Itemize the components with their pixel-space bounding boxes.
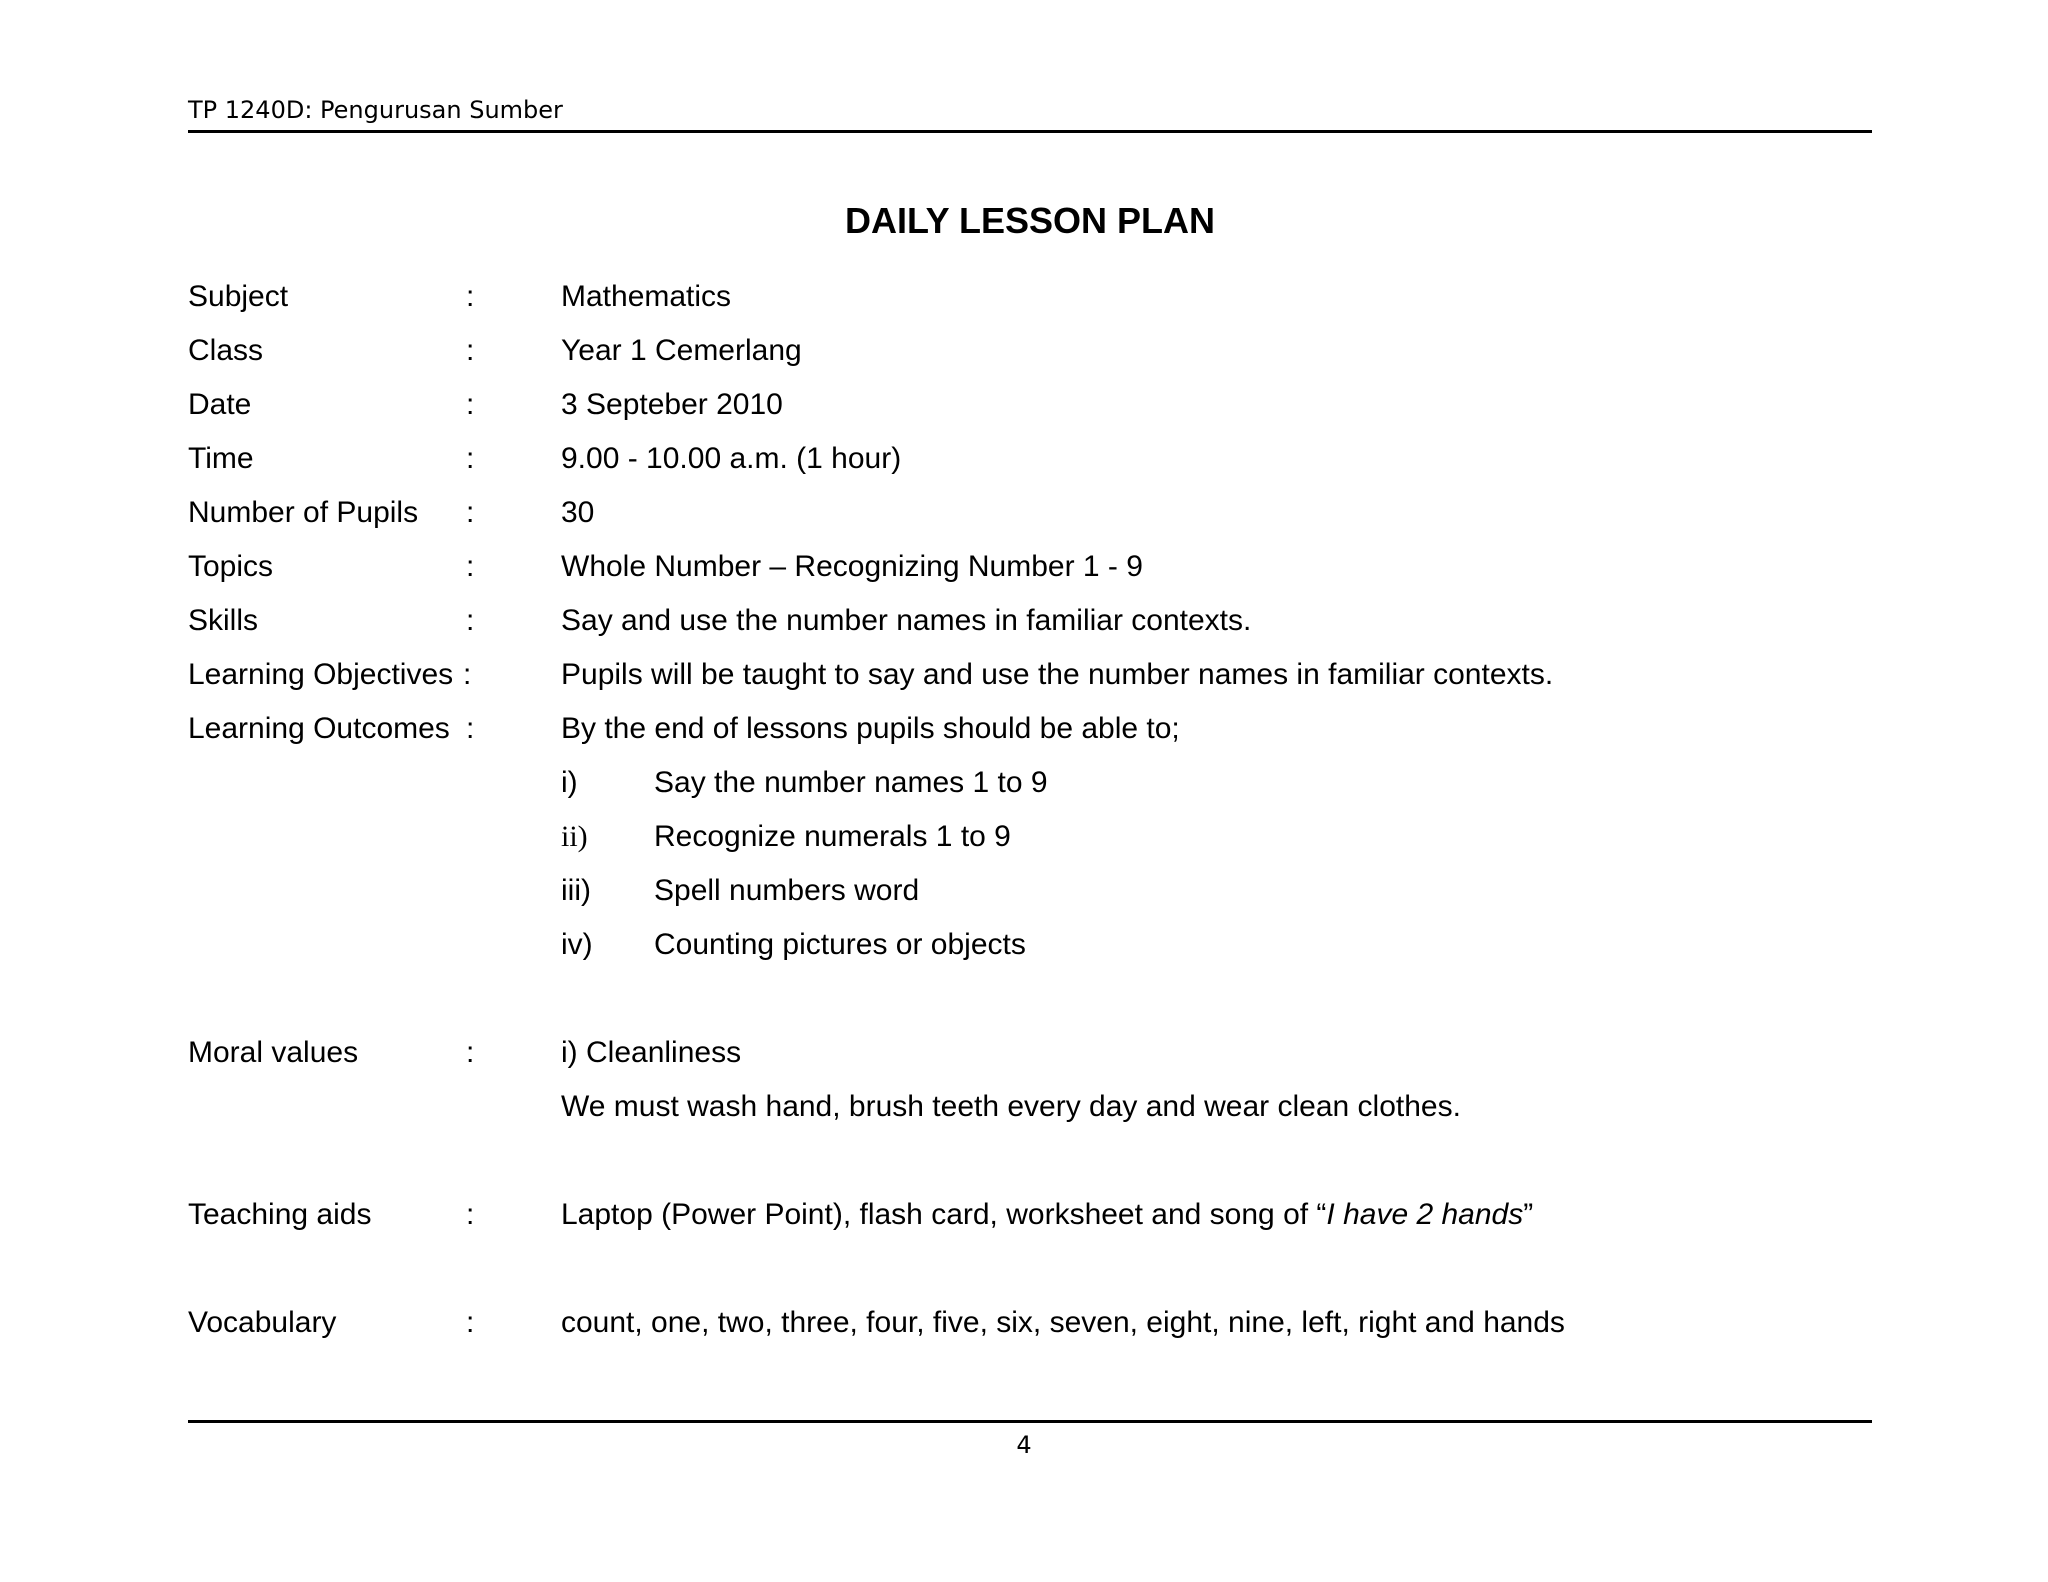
field-vocabulary — [0, 1303, 2048, 1343]
field-value: Whole Number – Recognizing Number 1 - 9 — [561, 550, 1143, 583]
field-label: Vocabulary — [188, 1306, 337, 1339]
list-item-text: Recognize numerals 1 to 9 — [654, 820, 1011, 853]
field-value: 30 — [561, 496, 595, 529]
field-date — [0, 385, 2048, 425]
field-colon: : — [466, 712, 475, 745]
song-title: I have 2 hands — [1326, 1198, 1524, 1231]
running-header: TP 1240D: Pengurusan Sumber — [188, 96, 563, 124]
field-label: Class — [188, 334, 264, 367]
field-teaching-aids — [0, 1195, 2048, 1235]
field-label: Learning Outcomes — [188, 712, 450, 745]
field-colon: : — [463, 658, 472, 691]
outcome-item — [0, 817, 2048, 857]
list-marker: ii) — [561, 820, 588, 853]
list-item-text: Spell numbers word — [654, 874, 920, 907]
field-value — [561, 1195, 1533, 1235]
field-colon: : — [466, 550, 475, 583]
field-colon: : — [466, 388, 475, 421]
list-marker: iv) — [561, 928, 593, 961]
list-marker: iii) — [561, 874, 591, 907]
field-label: Time — [188, 442, 254, 475]
outcome-item — [0, 763, 2048, 803]
field-value: By the end of lessons pupils should be able to; — [561, 712, 1180, 745]
field-label: Learning Objectives — [188, 658, 454, 691]
document-title: DAILY LESSON PLAN — [844, 200, 1216, 241]
field-learning-outcomes — [0, 709, 2048, 749]
field-colon: : — [466, 1036, 475, 1069]
field-skills — [0, 601, 2048, 641]
field-colon: : — [466, 1198, 475, 1231]
outcome-item — [0, 925, 2048, 965]
field-topics — [0, 547, 2048, 587]
field-label: Number of Pupils — [188, 496, 419, 529]
field-value: Year 1 Cemerlang — [561, 334, 802, 367]
field-label: Subject — [188, 280, 289, 313]
field-value: i) Cleanliness — [561, 1036, 742, 1069]
field-value: Mathematics — [561, 280, 732, 313]
value-text: ” — [1523, 1198, 1534, 1231]
field-time — [0, 439, 2048, 479]
field-class — [0, 331, 2048, 371]
field-value: 3 Septeber 2010 — [561, 388, 783, 421]
field-label: Topics — [188, 550, 274, 583]
field-subject — [0, 277, 2048, 317]
field-moral-values — [0, 1033, 2048, 1073]
field-value: Say and use the number names in familiar contexts. — [561, 604, 1252, 637]
field-number-of-pupils — [0, 493, 2048, 533]
field-colon: : — [466, 496, 475, 529]
field-learning-objectives — [0, 655, 2048, 695]
field-value: 9.00 - 10.00 a.m. (1 hour) — [561, 442, 902, 475]
field-label: Teaching aids — [188, 1198, 372, 1231]
footer-rule — [188, 1420, 1872, 1423]
list-item-text: Counting pictures or objects — [654, 928, 1026, 961]
list-item-text: Say the number names 1 to 9 — [654, 766, 1048, 799]
header-rule — [188, 130, 1872, 133]
field-colon: : — [466, 280, 475, 313]
field-label: Moral values — [188, 1036, 359, 1069]
field-value-detail: We must wash hand, brush teeth every day and wear clean clothes. — [561, 1090, 1461, 1123]
field-label: Date — [188, 388, 252, 421]
field-colon: : — [466, 442, 475, 475]
field-label: Skills — [188, 604, 259, 637]
list-marker: i) — [561, 766, 578, 799]
moral-values-detail — [0, 1087, 2048, 1127]
outcome-item — [0, 871, 2048, 911]
field-colon: : — [466, 334, 475, 367]
field-value: count, one, two, three, four, five, six, seven, eight, nine, left, right and hands — [561, 1306, 1565, 1339]
value-text: Laptop (Power Point), flash card, worksheet and song of “ — [561, 1198, 1327, 1231]
page-number: 4 — [1016, 1431, 1032, 1459]
field-colon: : — [466, 1306, 475, 1339]
field-colon: : — [466, 604, 475, 637]
field-value: Pupils will be taught to say and use the number names in familiar contexts. — [561, 658, 1554, 691]
